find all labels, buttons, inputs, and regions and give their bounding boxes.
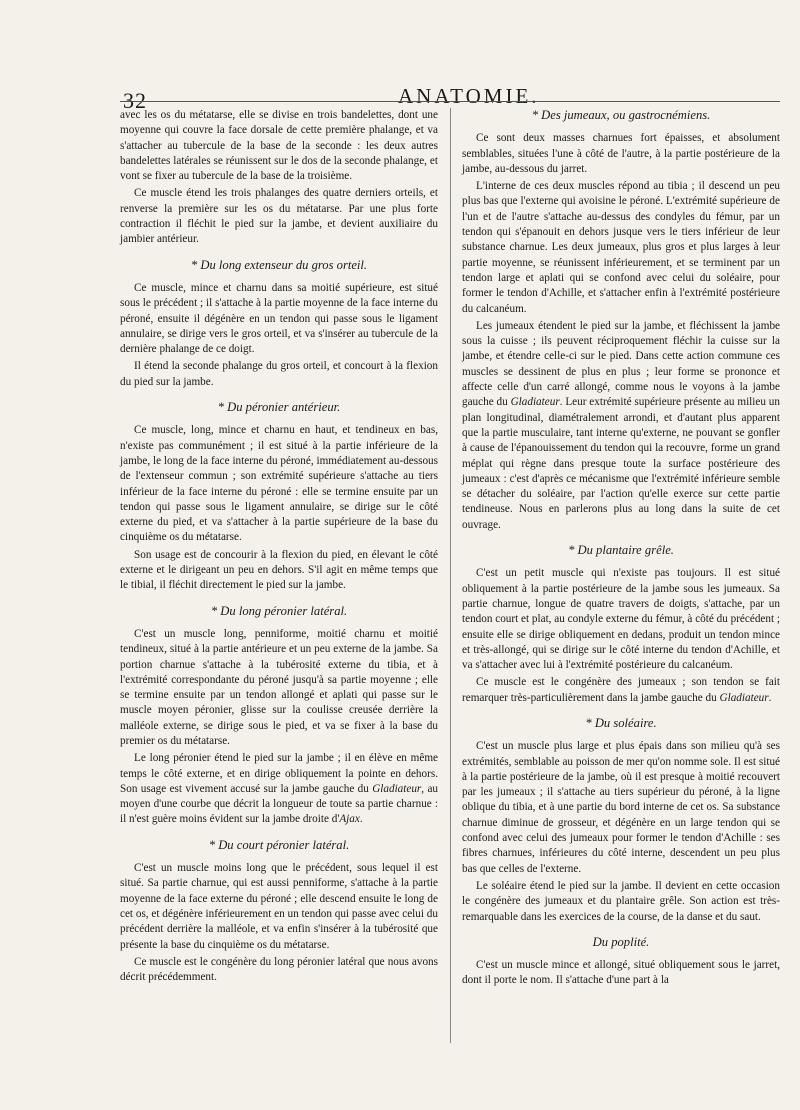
paragraph: C'est un muscle mince et allongé, situé obliquement sous le jarret, dont il porte le nom. Il s'attache d'une part à la — [462, 959, 780, 987]
paragraph: Ce muscle est le congénère du long péronier latéral que nous avons décrit précédemment. — [120, 955, 438, 984]
statue-name: Ajax — [339, 813, 360, 826]
section-heading: * Du péronier antérieur. — [217, 400, 341, 415]
paragraph: Ce muscle, mince et charnu dans sa moitié supérieure, est situé sous le précédent ; il s'attache à la partie moyenne de la face interne du péroné, ensuite il dégénère en un tendon qui passe sous le ligament annulaire, se dirige vers le gros orteil, et va s'insérer au tubercule de la dernière phalange de ce doigt. — [120, 281, 438, 356]
paragraph: Son usage est de concourir à la flexion du pied, en élevant le côté externe et le dirigeant un peu en dehors. S'il agit en même temps que le tibial, il fléchit directement le pied sur la jambe. — [120, 548, 438, 592]
statue-name: Gladiateur — [719, 691, 769, 704]
paragraph: Ce muscle étend les trois phalanges des quatre derniers orteils, et renverse la première sur les os du métatarse. Par une plus forte contraction il fléchit le pied sur la jambe, et devient auxiliaire du jambier antérieur. — [120, 187, 438, 246]
text-run: . Leur extrémité supérieure présente au milieu un plan longitudinal, diamétralement arrondi, et d'autant plus apparent que la partie musculaire, tant interne qu'externe, ne pouvant se gonfler à cause de l'épanouissement du tendon qui la recouvre, forme un grand méplat qui règne dans presque toute la surface postérieure des jumeaux : c'est d'après ce mécanisme que l'extrémité inférieure semble se détacher du soléaire, par l'action qu'elle exerce sur cette partie tendineuse. Nous en parlerons plus au long dans la suite de cet ouvrage. — [462, 396, 780, 531]
section-heading: * Du court péronier latéral. — [208, 837, 350, 852]
text-run: . — [768, 691, 772, 704]
text-run: Les jumeaux étendent le pied sur la jambe, et fléchissent la jambe sous la cuisse ; ils peuvent réciproquement fléchir la cuisse sur la jambe, et étendre celle-ci sur le pied. Dans cette action commune ces muscles se dessinent de plus en plus ; leur forme se prononce et affecte celle d'un carré allongé, comme nous le voyons à la jambe gauche du — [462, 319, 780, 409]
text-run: Ce muscle est le congénère des jumeaux ; son tendon se fait remarquer très-particulièrement dans la jambe gauche du — [462, 676, 780, 704]
paragraph: Ce muscle, long, mince et charnu en haut, et tendineux en bas, n'existe pas communément ; il est situé à la partie inférieure de la jambe, le long de la face interne du péroné, immédiatement au-dessous de l'extenseur commun ; son extrémité supérieure s'attache au tiers inférieur de la face interne du péroné : elle se termine ensuite par un tendon qui passe sous le ligament annulaire, se dirige sur le côté externe du pied, et va s'attacher à la partie supérieure de la base du cinquième os du métatarse. — [120, 424, 438, 544]
section-heading: * Des jumeaux, ou gastrocnémiens. — [531, 108, 711, 122]
statue-name: Gladiateur — [372, 782, 422, 795]
paragraph: C'est un petit muscle qui n'existe pas toujours. Il est situé obliquement à la partie postérieure de la jambe sous les jumeaux. Sa partie charnue, longue de quatre travers de doigts, s'attache, par un tendon court et plat, au condyle externe du fémur, à côté du précédent ; ensuite elle se dirige obliquement en dedans, produit un tendon mince et très-allongé, qui se dirige sur le côté interne du tendon d'Achille, et va s'attacher avec lui à l'extrémité postérieure du calcanéum. — [462, 567, 780, 672]
running-title: ANATOMIE. — [398, 84, 540, 108]
paragraph: avec les os du métatarse, elle se divise en trois bandelettes, dont une moyenne qui couvre la face dorsale de cette première phalange, et va s'attacher au tubercule de la base de la seconde : les deux autres bandelettes latérales se réunissent sur le dos de la seconde phalange, et vont se fixer au tubercule de la base de la troisième. — [120, 109, 438, 183]
paragraph — [120, 751, 438, 827]
statue-name: Gladiateur — [510, 396, 560, 409]
paragraph — [462, 319, 780, 533]
text-run: , au moyen d'une courbe que décrit la longueur de toute sa partie charnue : il n'est guère moins évident sur la jambe droite d' — [120, 782, 439, 826]
column-divider — [450, 108, 451, 1043]
paragraph — [462, 675, 780, 706]
paragraph: Le soléaire étend le pied sur la jambe. Il devient en cette occasion le congénère des jumeaux et du plantaire grêle. Son action est très-remarquable dans les exercices de la course, de la danse et du saut. — [462, 879, 780, 923]
paragraph: C'est un muscle long, penniforme, moitié charnu et moitié tendineux, situé à la partie antérieure et un peu externe de la jambe. Sa portion charnue s'attache à la tubérosité externe du tibia, et à l'extrémité correspondante du péroné jusqu'à sa partie moyenne ; elle se termine ensuite par un tendon allongé et aplati qui passe sur le muscle moyen péronier, glisse sur la coulisse creusée derrière la malléole externe, se dirige sous le pied, et va se fixer à la base du premier os du métatarse. — [120, 627, 438, 747]
section-heading: * Du long péronier latéral. — [210, 603, 348, 618]
text-run: . — [359, 813, 363, 826]
header-rule — [120, 101, 780, 102]
section-heading: * Du plantaire grêle. — [568, 543, 674, 558]
paragraph: L'interne de ces deux muscles répond au tibia ; il descend un peu plus bas que l'externe qui avoisine le péroné. L'extrémité supérieure de l'un et de l'autre s'attache au-dessus des condyles du fémur, par un tendon qui s'épanouit en dehors jusque vers le tiers inférieur de leur substance charnue. Les deux jumeaux, plus gros et plus larges à leur partie moyenne, se réunissent inférieurement, et se terminent par un tendon large et aplati qui se confond avec celui du soléaire, pour former le tendon d'Achille, et s'attacher enfin à l'extrémité postérieure du calcanéum. — [462, 180, 780, 315]
paragraph: Ce sont deux masses charnues fort épaisses, et absolument semblables, situées l'une à côté de l'autre, à la partie postérieure de la jambe, au-dessous du jarret. — [462, 132, 780, 175]
section-heading: Du poplité. — [592, 934, 650, 949]
paragraph: C'est un muscle plus large et plus épais dans son milieu qu'à ses extrémités, semblable au poisson de mer qu'on nomme sole. Il est situé à la partie postérieure de la jambe, où il est presque à moitié recouvert par les jumeaux ; il s'attache au tiers supérieur du péroné, à la ligne oblique du tibia, et à une partie du bord interne de cet os. Sa substance charnue diminue de grosseur, et dégénère en un large tendon qui se confond avec celui des jumeaux pour former le tendon d'Achille : ses fibres charnues, inférieures du côté interne, descendent un peu plus bas que celles de l'externe. — [462, 740, 780, 875]
paragraph: Il étend la seconde phalange du gros orteil, et concourt à la flexion du pied sur la jambe. — [120, 360, 438, 388]
left-column — [120, 108, 438, 987]
page-number: 32 — [123, 88, 147, 113]
right-column — [462, 108, 780, 991]
paragraph: C'est un muscle moins long que le précédent, sous lequel il est situé. Sa partie charnue, qui est aussi penniforme, s'attache à la partie moyenne de la face externe du péroné ; elle descend ensuite le long de cet os, et dégénère inférieurement en un tendon qui passe avec celui du précédent derrière la malléole, et va enfin s'insérer à la tubérosité que présente la base du cinquième os du métatarse. — [120, 862, 438, 951]
text-run: Le long péronier étend le pied sur la jambe ; il en élève en même temps le côté externe, et en dirige obliquement la pointe en dehors. Son usage est vivement accusé sur la jambe gauche du — [120, 752, 438, 795]
section-heading: * Du long extenseur du gros orteil. — [190, 257, 368, 272]
section-heading: * Du soléaire. — [585, 715, 657, 730]
